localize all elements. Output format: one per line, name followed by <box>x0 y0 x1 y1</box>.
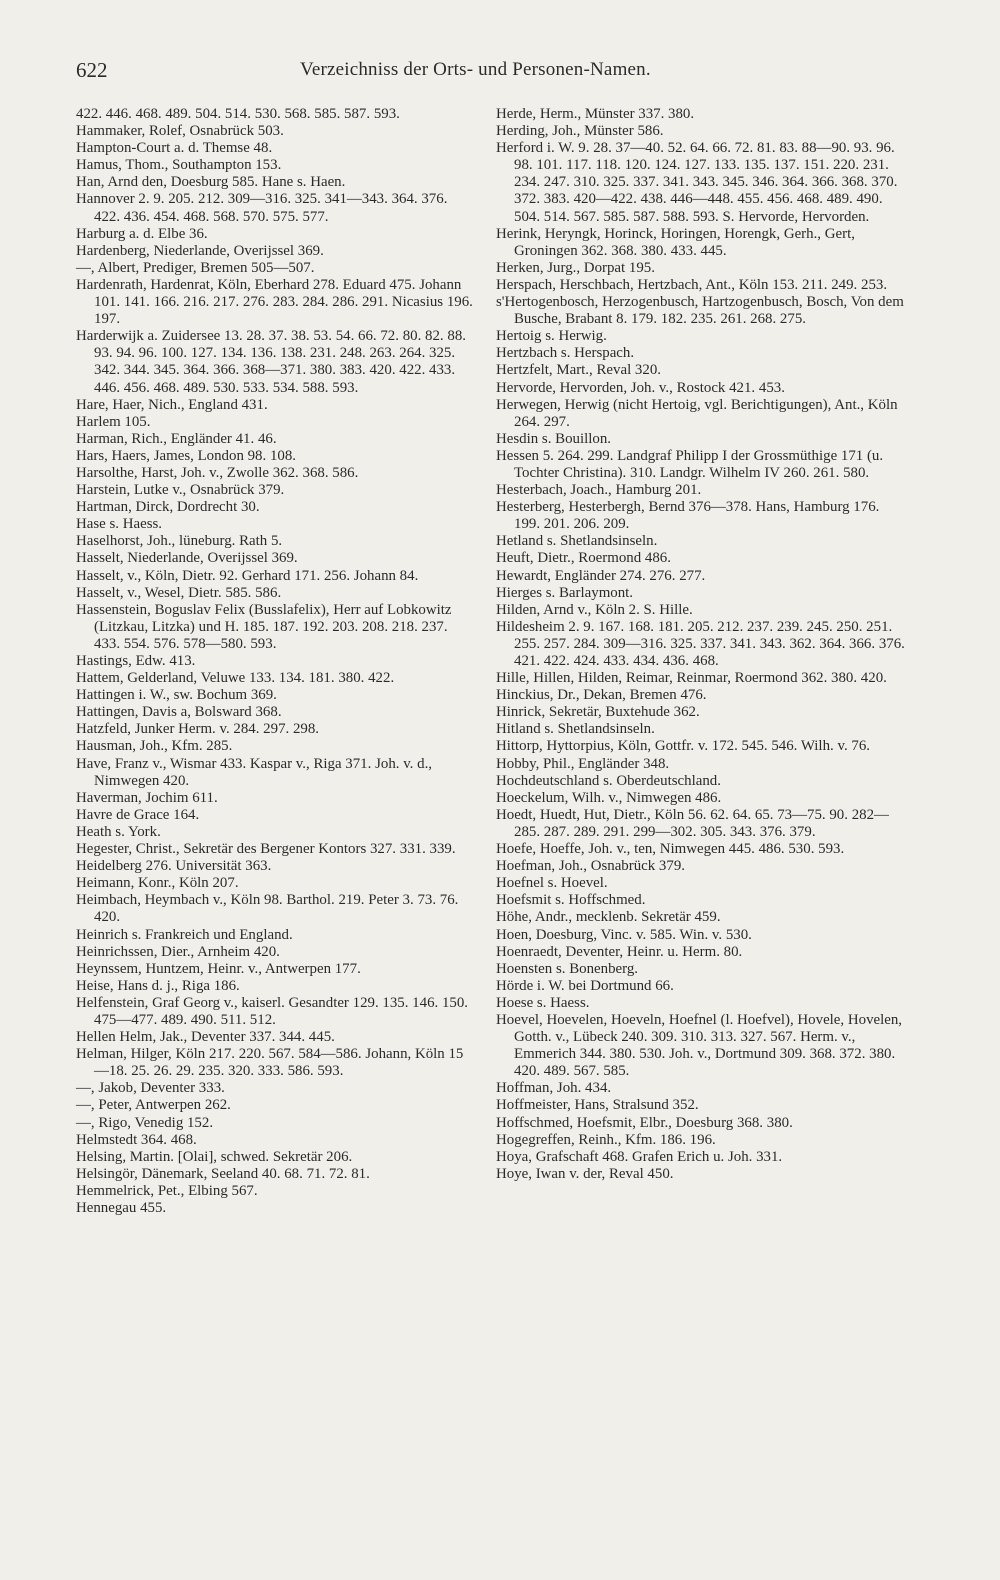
index-entry: Havre de Grace 164. <box>76 806 200 823</box>
index-entry: Hassenstein, Boguslav Felix (Busslafelix), Herr auf Lobkowitz (Litzkau, Litzka) und H. 185. 187. 192. 203. 208. 218. 237. 433. 554. 576. 578—580. 593. <box>76 601 452 652</box>
index-entry: Hoefe, Hoeffe, Joh. v., ten, Nimwegen 445. 486. 530. 593. <box>496 841 845 858</box>
index-entry: Helmstedt 364. 468. <box>76 1131 197 1148</box>
index-entry: Hennegau 455. <box>76 1200 167 1216</box>
index-entry: Hattingen, Davis a, Bolsward 368. <box>76 704 282 721</box>
index-entry: —, Jakob, Deventer 333. <box>76 1080 225 1097</box>
index-entry: Hessen 5. 264. 299. Landgraf Philipp I der Grossmüthige 171 (u. Tochter Christina). 310. Landgr. Wilhelm IV 260. 261. 580. <box>496 447 884 481</box>
index-entry: Harderwijk a. Zuidersee 13. 28. 37. 38. 53. 54. 66. 72. 80. 82. 88. 93. 94. 96. 100. 127. 134. 136. 138. 231. 248. 263. 264. 325. 342. 344. 345. 364. 366. 368—371. 380. 383. 420. 422. 433. 446. 456. 468. 489. 530. 533. 534. 588. 593. <box>76 328 466 396</box>
index-entry: Haverman, Jochim 611. <box>76 789 218 806</box>
index-entry: Hoefman, Joh., Osnabrück 379. <box>496 858 685 875</box>
index-entry: Hesdin s. Bouillon. <box>496 430 611 447</box>
running-title: Verzeichniss der Orts- und Personen-Namen. <box>300 59 651 80</box>
index-entry: Herspach, Herschbach, Hertzbach, Ant., Köln 153. 211. 249. 253. <box>496 276 888 293</box>
index-entry: Hitland s. Shetlandsinseln. <box>496 721 655 738</box>
index-entry: Heinrich s. Frankreich und England. <box>76 926 293 943</box>
index-entry: Hoffmeister, Hans, Stralsund 352. <box>496 1097 699 1114</box>
index-entry: Hattingen i. W., sw. Bochum 369. <box>76 687 277 704</box>
index-entry: Herford i. W. 9. 28. 37—40. 52. 64. 66. 72. 81. 83. 88—90. 93. 96. 98. 101. 117. 118. 120. 124. 127. 133. 135. 137. 151. 220. 231. 234. 247. 310. 325. 337. 341. 343. 345. 346. 364. 366. 368. 370. 372. 383. 420—422. 438. 446—448. 455. 456. 468. 489. 490. 504. 514. 567. 585. 587. 588. 593. S. Hervorde, Hervorden. <box>496 140 898 225</box>
index-entry: Hochdeutschland s. Oberdeutschland. <box>496 772 721 789</box>
index-entry: Hegester, Christ., Sekretär des Bergener Kontors 327. 331. 339. <box>76 841 456 858</box>
index-entry: Hoevel, Hoevelen, Hoeveln, Hoefnel (l. Hoefvel), Hovele, Hovelen, Gotth. v., Lübeck 240. 309. 310. 313. 327. 567. Herm. v., Emmerich 344. 380. 530. Joh. v., Dortmund 309. 368. 372. 380. 420. 489. 567. 585. <box>496 1011 903 1080</box>
index-entry: Hertzfelt, Mart., Reval 320. <box>496 362 661 379</box>
index-entry: Hare, Haer, Nich., England 431. <box>76 396 268 413</box>
index-entry: Helfenstein, Graf Georg v., kaiserl. Gesandter 129. 135. 146. 150. 475—477. 489. 490. 511. 512. <box>76 994 469 1028</box>
index-entry: Hampton-Court a. d. Themse 48. <box>76 140 273 157</box>
index-entry: Hierges s. Barlaymont. <box>496 584 634 601</box>
index-entry: Hinckius, Dr., Dekan, Bremen 476. <box>496 687 707 704</box>
index-entry: Hardenrath, Hardenrat, Köln, Eberhard 278. Eduard 475. Johann 101. 141. 166. 216. 217. 276. 283. 284. 286. 291. Nicasius 196. 197. <box>76 276 473 328</box>
index-entry: Hasselt, v., Wesel, Dietr. 585. 586. <box>76 584 282 601</box>
index-entry: Hardenberg, Niederlande, Overijssel 369. <box>76 242 324 259</box>
index-entry: —, Peter, Antwerpen 262. <box>76 1097 231 1114</box>
index-entry: Hase s. Haess. <box>76 516 163 533</box>
index-entry: Hertoig s. Herwig. <box>496 328 607 345</box>
index-entry: Hamus, Thom., Southampton 153. <box>76 157 282 174</box>
index-entry: Heimbach, Heymbach v., Köln 98. Barthol. 219. Peter 3. 73. 76. 420. <box>76 892 459 926</box>
index-entry: —, Rigo, Venedig 152. <box>76 1114 214 1131</box>
index-entry: Hoefnel s. Hoevel. <box>496 875 608 892</box>
index-entry: Harsolthe, Harst, Joh. v., Zwolle 362. 368. 586. <box>76 464 359 481</box>
index-entry: Heimann, Konr., Köln 207. <box>76 875 239 892</box>
index-entry: Hobby, Phil., Engländer 348. <box>496 755 670 772</box>
index-entry: s'Hertogenbosch, Herzogenbusch, Hartzogenbusch, Bosch, Von dem Busche, Brabant 8. 179. 182. 235. 261. 268. 275. <box>496 294 904 328</box>
index-column-left <box>76 106 476 1217</box>
index-entry: Hille, Hillen, Hilden, Reimar, Reinmar, Roermond 362. 380. 420. <box>496 670 887 687</box>
index-entry: Herding, Joh., Münster 586. <box>496 123 664 140</box>
index-entry: Hoensten s. Bonenberg. <box>496 960 638 977</box>
index-entry: Helman, Hilger, Köln 217. 220. 567. 584—586. Johann, Köln 15—18. 25. 26. 29. 235. 320. 333. 586. 593. <box>76 1046 464 1080</box>
index-entry: Hellen Helm, Jak., Deventer 337. 344. 445. <box>76 1029 335 1046</box>
index-entry: Höhe, Andr., mecklenb. Sekretär 459. <box>496 909 721 926</box>
page-header <box>76 58 910 88</box>
index-entry: Hildesheim 2. 9. 167. 168. 181. 205. 212. 237. 239. 245. 250. 251. 255. 257. 284. 309—316. 325. 337. 341. 343. 362. 364. 366. 376. 421. 422. 424. 433. 434. 436. 468. <box>496 618 905 669</box>
index-entry: Heath s. York. <box>76 823 161 840</box>
index-entry: Hoffschmed, Hoefsmit, Elbr., Doesburg 368. 380. <box>496 1114 793 1131</box>
index-entry: Harman, Rich., Engländer 41. 46. <box>76 430 277 447</box>
index-entry: Haselhorst, Joh., lüneburg. Rath 5. <box>76 533 283 550</box>
index-entry: Heuft, Dietr., Roermond 486. <box>496 550 671 567</box>
index-entry: Heise, Hans d. j., Riga 186. <box>76 977 240 994</box>
index-entry: Hattem, Gelderland, Veluwe 133. 134. 181. 380. 422. <box>76 670 395 687</box>
page-number: 622 <box>76 58 108 82</box>
index-entry: Hinrick, Sekretär, Buxtehude 362. <box>496 704 700 721</box>
index-entry: Hastings, Edw. 413. <box>76 653 196 669</box>
index-entry: Hoen, Doesburg, Vinc. v. 585. Win. v. 530. <box>496 926 752 943</box>
index-entry: Hervorde, Hervorden, Joh. v., Rostock 421. 453. <box>496 379 785 396</box>
index-entry: Hemmelrick, Pet., Elbing 567. <box>76 1182 258 1199</box>
index-entry: Herde, Herm., Münster 337. 380. <box>496 106 695 122</box>
index-entry: Hannover 2. 9. 205. 212. 309—316. 325. 341—343. 364. 376. 422. 436. 454. 468. 568. 570. 575. 577. <box>76 191 448 225</box>
index-entry: Hogegreffen, Reinh., Kfm. 186. 196. <box>496 1131 716 1148</box>
index-entry: Heidelberg 276. Universität 363. <box>76 858 272 875</box>
index-entry: Herwegen, Herwig (nicht Hertoig, vgl. Berichtigungen), Ant., Köln 264. 297. <box>496 396 898 430</box>
index-entry: Harlem 105. <box>76 413 151 430</box>
index-entry: Hasselt, v., Köln, Dietr. 92. Gerhard 171. 256. Johann 84. <box>76 567 419 584</box>
index-entry: Hasselt, Niederlande, Overijssel 369. <box>76 550 298 567</box>
index-entry: Hoye, Iwan v. der, Reval 450. <box>496 1165 674 1182</box>
index-entry: Harburg a. d. Elbe 36. <box>76 225 208 242</box>
index-entry: Helsingör, Dänemark, Seeland 40. 68. 71. 72. 81. <box>76 1165 370 1182</box>
index-entry: Harstein, Lutke v., Osnabrück 379. <box>76 482 285 499</box>
index-entry: Hilden, Arnd v., Köln 2. S. Hille. <box>496 601 693 618</box>
index-entry: Hammaker, Rolef, Osnabrück 503. <box>76 123 284 140</box>
index-entry: Hoedt, Huedt, Hut, Dietr., Köln 56. 62. 64. 65. 73—75. 90. 282—285. 287. 289. 291. 299—302. 305. 343. 376. 379. <box>496 806 889 840</box>
index-entry: Hesterbach, Joach., Hamburg 201. <box>496 482 702 499</box>
index-entry: Hetland s. Shetlandsinseln. <box>496 533 658 550</box>
index-entry: Han, Arnd den, Doesburg 585. Hane s. Haen. <box>76 174 346 191</box>
index-entry: Herink, Heryngk, Horinck, Horingen, Horengk, Gerh., Gert, Groningen 362. 368. 380. 433. 445. <box>496 225 855 259</box>
index-entry: Hoefsmit s. Hoffschmed. <box>496 892 646 909</box>
index-entry: Hittorp, Hyttorpius, Köln, Gottfr. v. 172. 545. 546. Wilh. v. 76. <box>496 738 871 755</box>
index-entry: Hoese s. Haess. <box>496 994 590 1011</box>
index-entry: Heinrichssen, Dier., Arnheim 420. <box>76 943 280 960</box>
index-column-right <box>496 106 906 1183</box>
index-entry: Hörde i. W. bei Dortmund 66. <box>496 977 674 994</box>
index-entry: Heynssem, Huntzem, Heinr. v., Antwerpen 177. <box>76 960 361 977</box>
index-entry: Hoffman, Joh. 434. <box>496 1080 612 1097</box>
index-entry: Hartman, Dirck, Dordrecht 30. <box>76 499 260 516</box>
index-entry: Hoeckelum, Wilh. v., Nimwegen 486. <box>496 789 722 806</box>
index-entry: 422. 446. 468. 489. 504. 514. 530. 568. 585. 587. 593. <box>76 106 400 122</box>
index-entry: —, Albert, Prediger, Bremen 505—507. <box>76 259 315 276</box>
index-entry: Hesterberg, Hesterbergh, Bernd 376—378. Hans, Hamburg 176. 199. 201. 206. 209. <box>496 499 880 533</box>
index-entry: Hars, Haers, James, London 98. 108. <box>76 447 297 464</box>
index-entry: Hausman, Joh., Kfm. 285. <box>76 738 233 755</box>
index-entry: Hatzfeld, Junker Herm. v. 284. 297. 298. <box>76 721 320 738</box>
index-entry: Hoya, Grafschaft 468. Grafen Erich u. Joh. 331. <box>496 1148 783 1165</box>
index-entry: Helsing, Martin. [Olai], schwed. Sekretär 206. <box>76 1148 353 1165</box>
index-entry: Herken, Jurg., Dorpat 195. <box>496 259 655 276</box>
index-entry: Hewardt, Engländer 274. 276. 277. <box>496 567 706 584</box>
index-entry: Hoenraedt, Deventer, Heinr. u. Herm. 80. <box>496 943 743 960</box>
index-entry: Hertzbach s. Herspach. <box>496 345 635 362</box>
index-entry: Have, Franz v., Wismar 433. Kaspar v., Riga 371. Joh. v. d., Nimwegen 420. <box>76 755 433 789</box>
